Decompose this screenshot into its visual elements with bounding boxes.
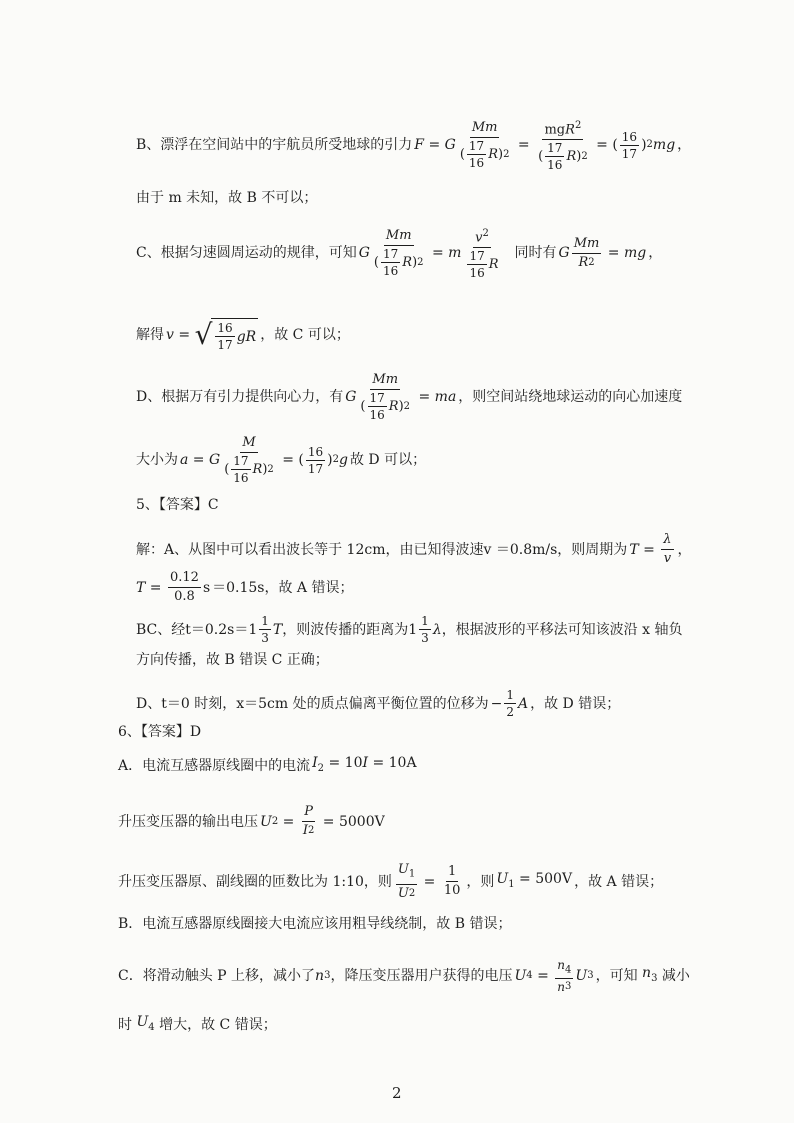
formula-acceleration: a = G M ( 17 16 R ) 2 = ( 16 17 ) 2 g — [180, 435, 348, 485]
q5-line5: D、 t＝0 时刻， x＝5cm 处的质点偏离平衡位置的位移为 − 1 2 A ，故 D 错误； — [136, 688, 621, 719]
option-d-line1: D、根据万有引力提供向心力，有 G Mm ( 17 16 R ) 2 = ma ，则空间站绕地球运动的向心加速度 — [136, 372, 683, 422]
option-c-line2: 解得 v = √ 16 17 gR ，故 C 可以； — [136, 318, 350, 352]
formula-displacement: − 1 2 A — [490, 688, 529, 719]
formula-circular-motion: G Mm ( 17 16 R ) 2 = m $v^2$ 17 16 R — [358, 228, 499, 281]
formula-time-period: 1 1 3 T — [248, 614, 283, 645]
formula-output-voltage: U 2 = P I 2 = 5000V — [260, 804, 385, 838]
q6-answer-heading: 6、【答案】D — [118, 724, 202, 740]
q5-line1: 解：A、从图中可以看出波长等于 12cm，由已知得波速 v ＝0.8m/s，则周期为 T = λ v ， — [136, 532, 692, 566]
q5-line2: T = 0.12 0.8 s ＝0.15s，故 A 错误； — [136, 570, 354, 604]
formula-input-voltage: $U_1 = 500V$ — [496, 870, 573, 890]
page-number: 2 — [392, 1084, 402, 1102]
option-b-line1: B、漂浮在空间站中的宇航员所受地球的引力 F = G Mm ( 17 16 R ) 2 = mgR$^2$ ( 17 16 R ) 2 = ( 16 17 ) 2 mg ， — [136, 120, 692, 173]
q6-line4: B．电流互感器原线圈接大电流应该用粗导线绕制，故 B 错误； — [118, 916, 512, 932]
formula-surface-gravity: G Mm R 2 = mg — [558, 235, 647, 270]
formula-current: $I_2 = 10I = 10A$ — [312, 755, 417, 774]
option-d-line2: 大小为 a = G M ( 17 16 R ) 2 = ( 16 17 ) 2 g 故 D 可以； — [136, 435, 427, 485]
formula-gravity-force: F = G Mm ( 17 16 R ) 2 = mgR$^2$ ( 17 16 R ) 2 = ( 16 17 ) 2 mg — [414, 120, 676, 173]
option-b-text: B、漂浮在空间站中的宇航员所受地球的引力 — [136, 137, 413, 154]
formula-period-value: T = 0.12 0.8 s — [136, 570, 211, 604]
q6-line3: 升压变压器原、副线圈的匝数比为 1:10，则 $U_1$ U 2 = 1 10 ，则 $U_1 = 500V$ ，故 A 错误； — [118, 862, 664, 901]
formula-velocity: v = √ 16 17 gR — [166, 318, 257, 352]
formula-turns-ratio: $U_1$ U 2 = 1 10 — [397, 862, 461, 901]
q5-line3: BC、经 t＝0.2s＝ 1 1 3 T ，则波传播的距离为 1 1 3 λ ，根据波形的平移法可知该波沿 x 轴负 — [136, 614, 683, 645]
q5-line4: 方向传播，故 B 错误 C 正确； — [136, 652, 329, 668]
option-c-line1: C、根据匀速圆周运动的规律，可知 G Mm ( 17 16 R ) 2 = m $v^2$ 17 16 R 同时有 G Mm R 2 = mg ， — [136, 228, 663, 281]
q6-line2: 升压变压器的输出电压 U 2 = P I 2 = 5000V — [118, 804, 385, 838]
q5-answer-heading: 5、【答案】C — [136, 497, 219, 513]
formula-user-voltage: U 4 = $n_4$ n 3 U 3 — [514, 958, 594, 995]
q6-line1: A．电流互感器原线圈中的电流 $I_2 = 10I = 10A$ — [118, 753, 419, 779]
option-b-line2: 由于 m 未知，故 B 不可以； — [136, 190, 318, 206]
option-d-text: D、根据万有引力提供向心力，有 — [136, 389, 344, 405]
formula-centripetal: G Mm ( 17 16 R ) 2 = ma — [345, 372, 457, 422]
option-c-text: C、根据匀速圆周运动的规律，可知 — [136, 245, 357, 262]
q6-line6: 时 $U_4$ 增大，故 C 错误； — [118, 1014, 277, 1033]
formula-distance: 1 1 3 λ — [408, 614, 442, 645]
formula-period: T = λ v — [629, 532, 672, 566]
q6-line5: C．将滑动触头 P 上移，减小了 n 3 ，降压变压器用户获得的电压 U 4 = $n_4$ n 3 U 3 ，可知 $n_3$ 减小 — [118, 958, 690, 995]
